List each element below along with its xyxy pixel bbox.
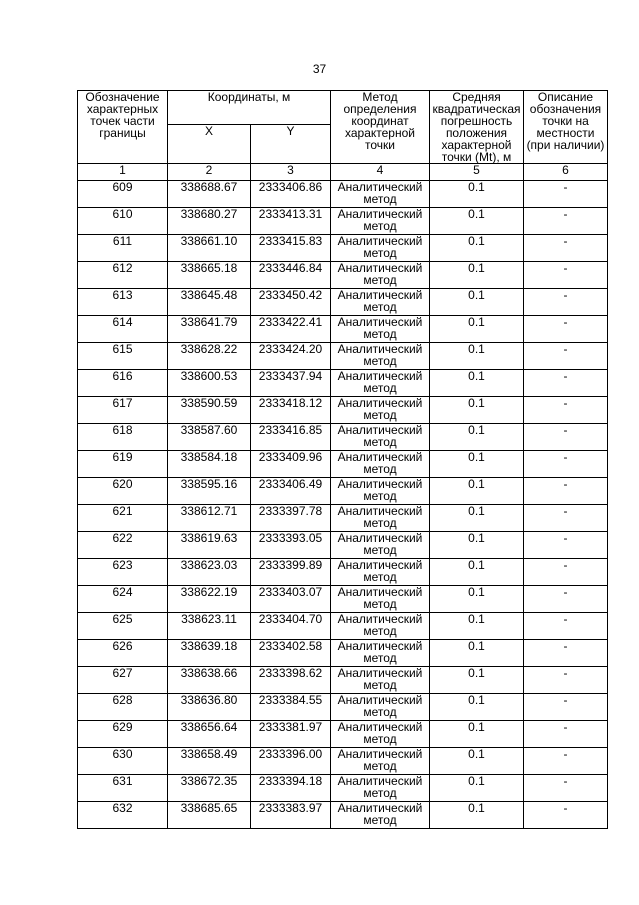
error-cell: 0.1 [430, 289, 524, 316]
y-coordinate-cell: 2333406.86 [251, 181, 331, 208]
description-cell: - [524, 667, 608, 694]
header-error: Средняя квадратическая погрешность положения характерной точки (Mt), м [430, 91, 524, 164]
point-cell: 623 [78, 559, 168, 586]
point-cell: 618 [78, 424, 168, 451]
x-coordinate-cell: 338688.67 [168, 181, 251, 208]
point-cell: 632 [78, 802, 168, 829]
table-row [78, 640, 608, 667]
x-coordinate-cell: 338658.49 [168, 748, 251, 775]
description-cell: - [524, 343, 608, 370]
y-coordinate-cell: 2333397.78 [251, 505, 331, 532]
page-number: 37 [312, 62, 327, 76]
y-coordinate-cell: 2333404.70 [251, 613, 331, 640]
header-description: Описание обозначения точки на местности (при наличии) [524, 91, 608, 164]
x-coordinate-cell: 338680.27 [168, 208, 251, 235]
error-cell: 0.1 [430, 559, 524, 586]
error-cell: 0.1 [430, 667, 524, 694]
x-coordinate-cell: 338628.22 [168, 343, 251, 370]
y-coordinate-cell: 2333424.20 [251, 343, 331, 370]
method-cell: Аналитический метод [331, 208, 430, 235]
method-cell: Аналитический метод [331, 640, 430, 667]
y-coordinate-cell: 2333413.31 [251, 208, 331, 235]
x-coordinate-cell: 338623.11 [168, 613, 251, 640]
header-coordinates: Координаты, м [168, 91, 331, 125]
description-cell: - [524, 532, 608, 559]
x-coordinate-cell: 338639.18 [168, 640, 251, 667]
coordinates-table [77, 90, 608, 829]
table-row [78, 370, 608, 397]
method-cell: Аналитический метод [331, 559, 430, 586]
x-coordinate-cell: 338638.66 [168, 667, 251, 694]
point-cell: 611 [78, 235, 168, 262]
description-cell: - [524, 289, 608, 316]
method-cell: Аналитический метод [331, 613, 430, 640]
error-cell: 0.1 [430, 424, 524, 451]
x-coordinate-cell: 338623.03 [168, 559, 251, 586]
error-cell: 0.1 [430, 343, 524, 370]
x-coordinate-cell: 338685.65 [168, 802, 251, 829]
y-coordinate-cell: 2333450.42 [251, 289, 331, 316]
x-coordinate-cell: 338595.16 [168, 478, 251, 505]
description-cell: - [524, 640, 608, 667]
method-cell: Аналитический метод [331, 289, 430, 316]
point-cell: 627 [78, 667, 168, 694]
method-cell: Аналитический метод [331, 532, 430, 559]
description-cell: - [524, 451, 608, 478]
point-cell: 614 [78, 316, 168, 343]
point-cell: 613 [78, 289, 168, 316]
method-cell: Аналитический метод [331, 397, 430, 424]
error-cell: 0.1 [430, 316, 524, 343]
table-row [78, 478, 608, 505]
table-row [78, 667, 608, 694]
error-cell: 0.1 [430, 748, 524, 775]
header-designation: Обозначение характерных точек части границы [78, 91, 168, 164]
method-cell: Аналитический метод [331, 721, 430, 748]
x-coordinate-cell: 338656.64 [168, 721, 251, 748]
description-cell: - [524, 694, 608, 721]
table-row [78, 559, 608, 586]
column-number: 3 [251, 164, 331, 181]
table-row [78, 694, 608, 721]
error-cell: 0.1 [430, 208, 524, 235]
error-cell: 0.1 [430, 640, 524, 667]
description-cell: - [524, 478, 608, 505]
table-row [78, 586, 608, 613]
y-coordinate-cell: 2333402.58 [251, 640, 331, 667]
point-cell: 628 [78, 694, 168, 721]
description-cell: - [524, 586, 608, 613]
description-cell: - [524, 748, 608, 775]
point-cell: 624 [78, 586, 168, 613]
table-row [78, 505, 608, 532]
x-coordinate-cell: 338645.48 [168, 289, 251, 316]
method-cell: Аналитический метод [331, 235, 430, 262]
error-cell: 0.1 [430, 613, 524, 640]
point-cell: 621 [78, 505, 168, 532]
x-coordinate-cell: 338641.79 [168, 316, 251, 343]
description-cell: - [524, 235, 608, 262]
table-row [78, 289, 608, 316]
table-row [78, 451, 608, 478]
error-cell: 0.1 [430, 802, 524, 829]
y-coordinate-cell: 2333409.96 [251, 451, 331, 478]
point-cell: 620 [78, 478, 168, 505]
header-x: X [168, 125, 251, 164]
column-number: 4 [331, 164, 430, 181]
x-coordinate-cell: 338590.59 [168, 397, 251, 424]
method-cell: Аналитический метод [331, 451, 430, 478]
error-cell: 0.1 [430, 721, 524, 748]
point-cell: 617 [78, 397, 168, 424]
y-coordinate-cell: 2333416.85 [251, 424, 331, 451]
method-cell: Аналитический метод [331, 748, 430, 775]
description-cell: - [524, 424, 608, 451]
table-row [78, 235, 608, 262]
method-cell: Аналитический метод [331, 667, 430, 694]
error-cell: 0.1 [430, 532, 524, 559]
x-coordinate-cell: 338619.63 [168, 532, 251, 559]
table-row [78, 775, 608, 802]
table-row [78, 262, 608, 289]
table-row [78, 397, 608, 424]
table-row [78, 721, 608, 748]
y-coordinate-cell: 2333403.07 [251, 586, 331, 613]
point-cell: 629 [78, 721, 168, 748]
y-coordinate-cell: 2333398.62 [251, 667, 331, 694]
table-row [78, 208, 608, 235]
method-cell: Аналитический метод [331, 424, 430, 451]
header-y: Y [251, 125, 331, 164]
point-cell: 631 [78, 775, 168, 802]
description-cell: - [524, 505, 608, 532]
error-cell: 0.1 [430, 370, 524, 397]
table-row [78, 748, 608, 775]
table-row [78, 316, 608, 343]
point-cell: 612 [78, 262, 168, 289]
x-coordinate-cell: 338672.35 [168, 775, 251, 802]
column-number: 6 [524, 164, 608, 181]
error-cell: 0.1 [430, 262, 524, 289]
point-cell: 626 [78, 640, 168, 667]
point-cell: 610 [78, 208, 168, 235]
description-cell: - [524, 721, 608, 748]
x-coordinate-cell: 338622.19 [168, 586, 251, 613]
table-row [78, 181, 608, 208]
description-cell: - [524, 262, 608, 289]
method-cell: Аналитический метод [331, 802, 430, 829]
y-coordinate-cell: 2333393.05 [251, 532, 331, 559]
column-number: 5 [430, 164, 524, 181]
point-cell: 616 [78, 370, 168, 397]
description-cell: - [524, 613, 608, 640]
description-cell: - [524, 181, 608, 208]
table-row [78, 802, 608, 829]
error-cell: 0.1 [430, 694, 524, 721]
y-coordinate-cell: 2333399.89 [251, 559, 331, 586]
method-cell: Аналитический метод [331, 586, 430, 613]
method-cell: Аналитический метод [331, 370, 430, 397]
point-cell: 622 [78, 532, 168, 559]
point-cell: 630 [78, 748, 168, 775]
y-coordinate-cell: 2333422.41 [251, 316, 331, 343]
description-cell: - [524, 559, 608, 586]
x-coordinate-cell: 338600.53 [168, 370, 251, 397]
point-cell: 609 [78, 181, 168, 208]
y-coordinate-cell: 2333396.00 [251, 748, 331, 775]
column-number: 1 [78, 164, 168, 181]
method-cell: Аналитический метод [331, 316, 430, 343]
description-cell: - [524, 208, 608, 235]
description-cell: - [524, 370, 608, 397]
x-coordinate-cell: 338661.10 [168, 235, 251, 262]
error-cell: 0.1 [430, 235, 524, 262]
point-cell: 619 [78, 451, 168, 478]
point-cell: 625 [78, 613, 168, 640]
column-number-row [78, 164, 608, 181]
description-cell: - [524, 397, 608, 424]
method-cell: Аналитический метод [331, 181, 430, 208]
x-coordinate-cell: 338636.80 [168, 694, 251, 721]
header-method: Метод определения координат характерной точки [331, 91, 430, 164]
method-cell: Аналитический метод [331, 262, 430, 289]
table-row [78, 613, 608, 640]
x-coordinate-cell: 338584.18 [168, 451, 251, 478]
description-cell: - [524, 316, 608, 343]
error-cell: 0.1 [430, 586, 524, 613]
x-coordinate-cell: 338612.71 [168, 505, 251, 532]
error-cell: 0.1 [430, 397, 524, 424]
table-row [78, 424, 608, 451]
y-coordinate-cell: 2333384.55 [251, 694, 331, 721]
y-coordinate-cell: 2333381.97 [251, 721, 331, 748]
point-cell: 615 [78, 343, 168, 370]
column-number: 2 [168, 164, 251, 181]
description-cell: - [524, 802, 608, 829]
description-cell: - [524, 775, 608, 802]
error-cell: 0.1 [430, 451, 524, 478]
y-coordinate-cell: 2333394.18 [251, 775, 331, 802]
y-coordinate-cell: 2333437.94 [251, 370, 331, 397]
y-coordinate-cell: 2333406.49 [251, 478, 331, 505]
table-row [78, 343, 608, 370]
error-cell: 0.1 [430, 505, 524, 532]
y-coordinate-cell: 2333418.12 [251, 397, 331, 424]
x-coordinate-cell: 338587.60 [168, 424, 251, 451]
x-coordinate-cell: 338665.18 [168, 262, 251, 289]
y-coordinate-cell: 2333383.97 [251, 802, 331, 829]
method-cell: Аналитический метод [331, 478, 430, 505]
table-row [78, 532, 608, 559]
method-cell: Аналитический метод [331, 694, 430, 721]
error-cell: 0.1 [430, 478, 524, 505]
error-cell: 0.1 [430, 775, 524, 802]
error-cell: 0.1 [430, 181, 524, 208]
method-cell: Аналитический метод [331, 343, 430, 370]
method-cell: Аналитический метод [331, 775, 430, 802]
method-cell: Аналитический метод [331, 505, 430, 532]
y-coordinate-cell: 2333446.84 [251, 262, 331, 289]
y-coordinate-cell: 2333415.83 [251, 235, 331, 262]
